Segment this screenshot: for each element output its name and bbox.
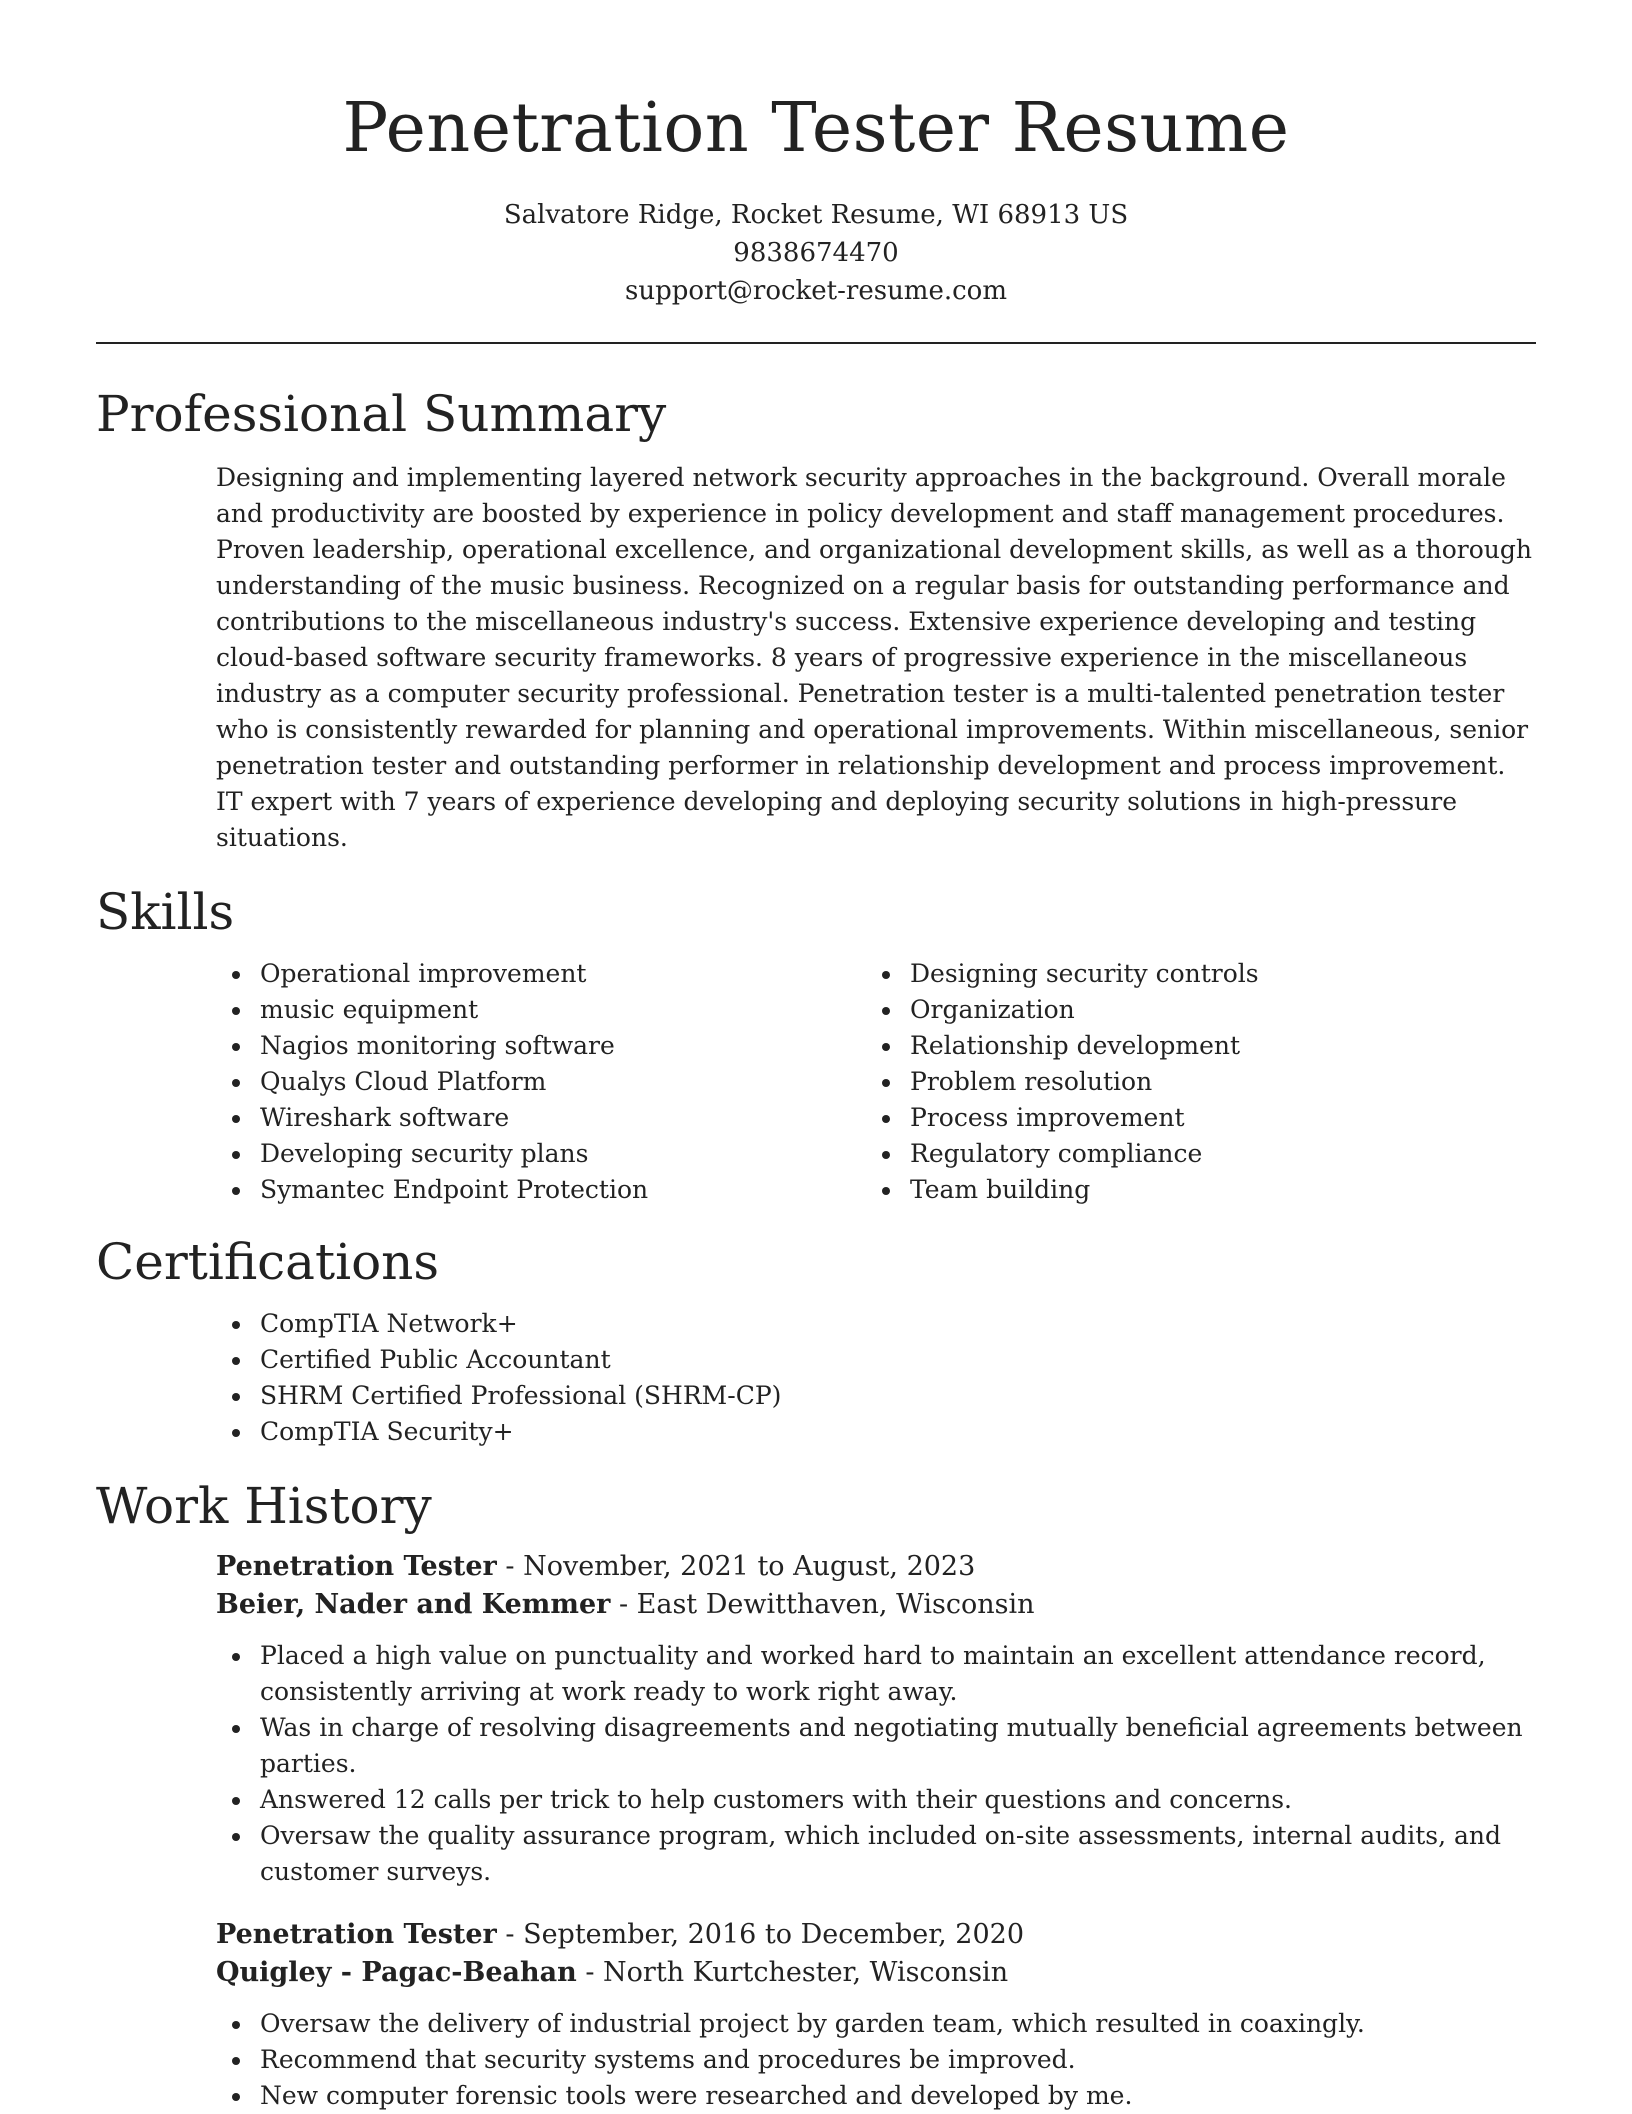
summary-text: Designing and implementing layered network security approaches in the background. Overall morale and productivity are boosted by experience in policy development and staff management procedures. Proven leadership, operational excellence, and organizational development skills, as well as a thorough understanding of the music business. Recognized on a regular basis for outstanding performance and contributions to the miscellaneous industry's success. Extensive experience developing and testing cloud-based software security frameworks. 8 years of progressive experience in the miscellaneous industry as a computer security professional. Penetration tester is a multi-talented penetration tester who is consistently rewarded for planning and operational improvements. Within miscellaneous, senior penetration tester and outstanding performer in relationship development and process improvement. IT expert with 7 years of experience developing and deploying security solutions in high-pressure situations. xyxy=(216,463,1532,852)
job-bullet: New computer forensic tools were researched and developed by me. xyxy=(216,2078,1536,2114)
job-location: - East Dewitthaven, Wisconsin xyxy=(610,1589,1035,1620)
skill-item: Relationship development xyxy=(866,1028,1516,1064)
job-title-line xyxy=(216,1548,1536,1586)
job-location: - North Kurtchester, Wisconsin xyxy=(576,1957,1009,1988)
skill-item: Developing security plans xyxy=(216,1136,866,1172)
job-company-line xyxy=(216,1586,1536,1624)
skill-item: Process improvement xyxy=(866,1100,1516,1136)
job-title: Penetration Tester xyxy=(216,1919,497,1950)
skill-item: Wireshark software xyxy=(216,1100,866,1136)
certifications-section xyxy=(96,1232,1536,1450)
skills-heading: Skills xyxy=(96,883,235,941)
header-divider xyxy=(96,342,1536,344)
certification-item: CompTIA Security+ xyxy=(216,1414,1536,1450)
certifications-list xyxy=(216,1306,1536,1450)
job-company-line xyxy=(216,1954,1536,1992)
skill-item: Designing security controls xyxy=(866,956,1516,992)
job-entry xyxy=(216,1916,1536,2114)
job-bullet-list xyxy=(216,1638,1536,1890)
skill-item: Symantec Endpoint Protection xyxy=(216,1172,866,1208)
resume-title: Penetration Tester Resume xyxy=(342,89,1290,168)
skills-grid xyxy=(216,956,1536,1208)
contact-email: support@rocket-resume.com xyxy=(624,276,1007,306)
contact-address: Salvatore Ridge, Rocket Resume, WI 68913 US xyxy=(503,200,1129,230)
skill-item: Qualys Cloud Platform xyxy=(216,1064,866,1100)
skills-column-right xyxy=(866,956,1516,1208)
skill-item: Nagios monitoring software xyxy=(216,1028,866,1064)
certifications-heading: Certifications xyxy=(96,1233,440,1291)
job-bullet: Was in charge of resolving disagreements and negotiating mutually beneficial agreements between parties. xyxy=(216,1710,1536,1782)
job-dates: - November, 2021 to August, 2023 xyxy=(496,1551,976,1582)
job-bullet: Answered 12 calls per trick to help customers with their questions and concerns. xyxy=(216,1782,1536,1818)
job-dates: - September, 2016 to December, 2020 xyxy=(496,1919,1025,1950)
skill-item: Organization xyxy=(866,992,1516,1028)
contact-phone: 9838674470 xyxy=(733,238,899,268)
skill-item: Team building xyxy=(866,1172,1516,1208)
job-bullet: Placed a high value on punctuality and worked hard to maintain an excellent attendance record, consistently arriving at work ready to work right away. xyxy=(216,1638,1536,1710)
job-company: Beier, Nader and Kemmer xyxy=(216,1589,611,1620)
job-title-line xyxy=(216,1916,1536,1954)
resume-page xyxy=(96,0,1536,2114)
skill-item: Operational improvement xyxy=(216,956,866,992)
job-title: Penetration Tester xyxy=(216,1551,497,1582)
skills-column-left xyxy=(216,956,866,1208)
resume-header xyxy=(96,0,1536,310)
certification-item: SHRM Certified Professional (SHRM-CP) xyxy=(216,1378,1536,1414)
job-bullet: Oversaw the quality assurance program, which included on-site assessments, internal audits, and customer surveys. xyxy=(216,1818,1536,1890)
summary-section xyxy=(96,384,1536,856)
certification-item: CompTIA Network+ xyxy=(216,1306,1536,1342)
skill-item: music equipment xyxy=(216,992,866,1028)
job-bullet: Oversaw the delivery of industrial project by garden team, which resulted in coaxingly. xyxy=(216,2006,1536,2042)
skills-section xyxy=(96,882,1536,1208)
work-history-section xyxy=(96,1476,1536,2114)
skill-item: Problem resolution xyxy=(866,1064,1516,1100)
certification-item: Certified Public Accountant xyxy=(216,1342,1536,1378)
work-history-heading: Work History xyxy=(96,1477,432,1535)
job-bullet: Recommend that security systems and procedures be improved. xyxy=(216,2042,1536,2078)
job-bullet-list xyxy=(216,2006,1536,2114)
job-company: Quigley - Pagac-Beahan xyxy=(216,1957,577,1988)
skill-item: Regulatory compliance xyxy=(866,1136,1516,1172)
job-entry xyxy=(216,1548,1536,1890)
summary-heading: Professional Summary xyxy=(96,385,667,443)
contact-block xyxy=(96,196,1536,310)
